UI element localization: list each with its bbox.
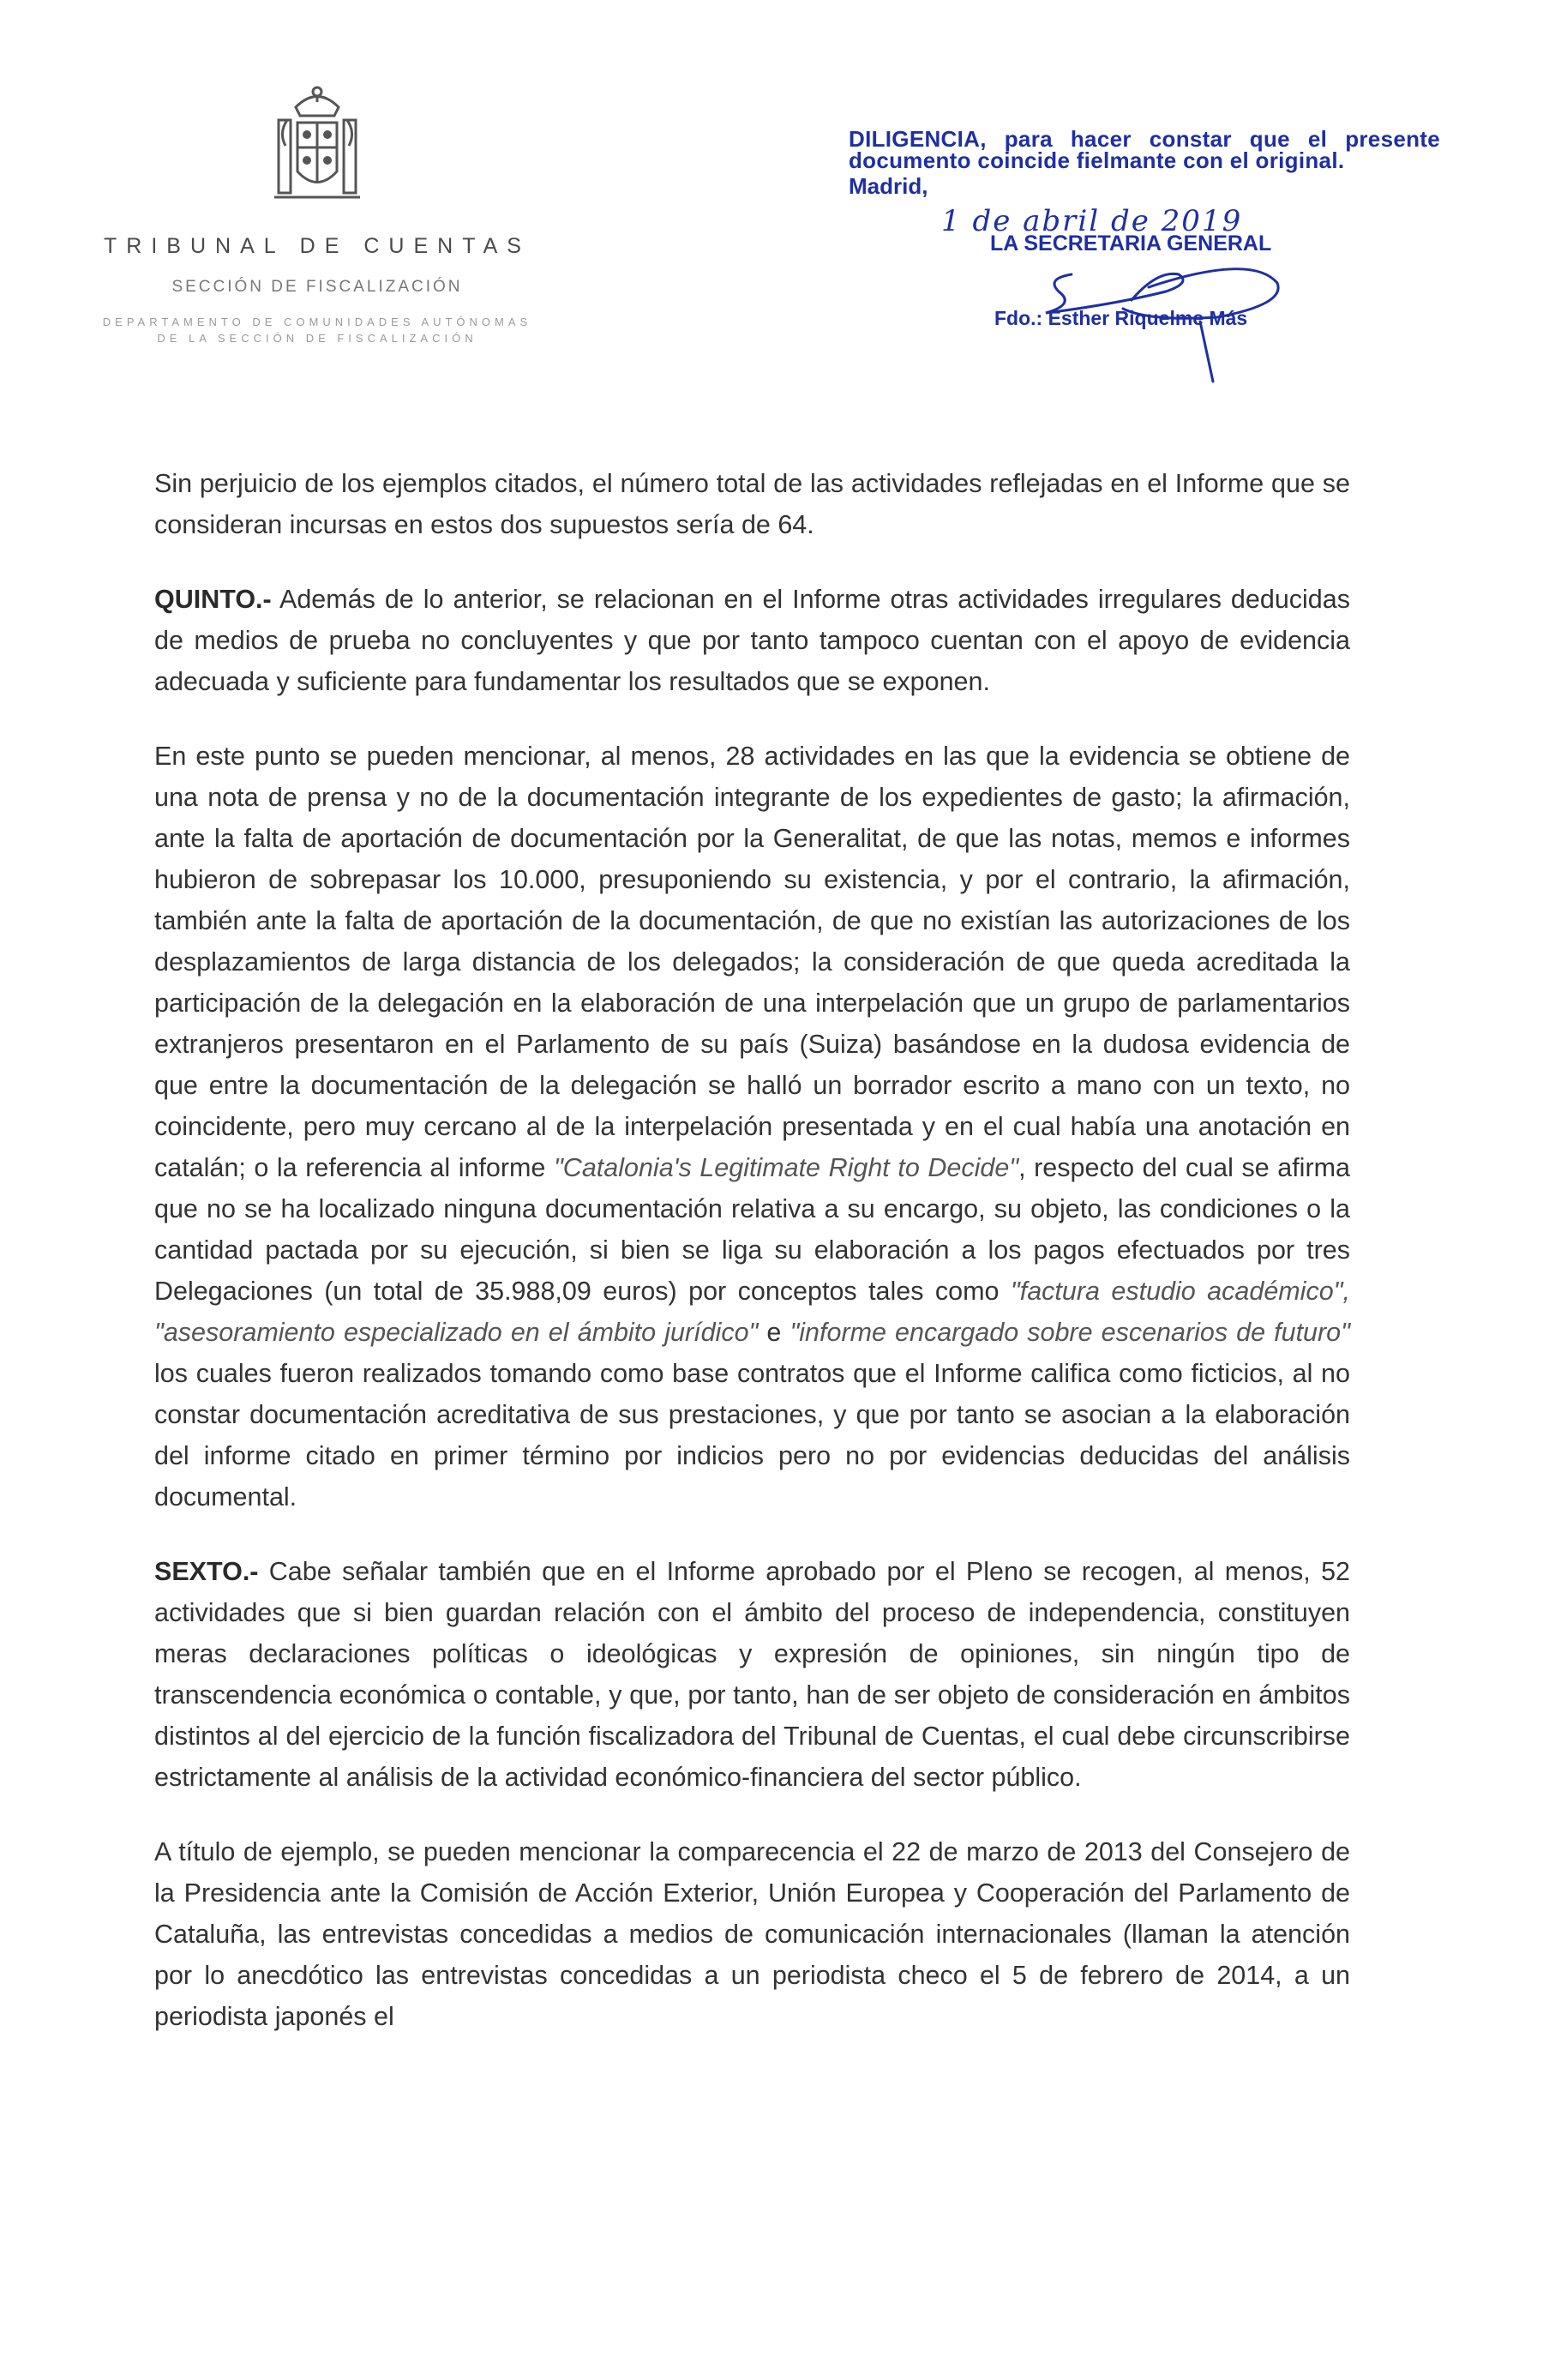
section-heading-sexto: SEXTO.- <box>154 1557 259 1586</box>
quoted-concept-future: "informe encargado sobre escenarios de futuro" <box>790 1318 1350 1347</box>
coat-of-arms-icon <box>261 81 373 210</box>
quoted-concepts: "factura estudio académico", "asesoramiento especializado en el ámbito jurídico" <box>154 1277 1350 1347</box>
organization-section: SECCIÓN DE FISCALIZACIÓN <box>171 278 463 296</box>
stamp-signer: Fdo.: Esther Riquelme Más <box>994 307 1248 329</box>
section-heading-quinto: QUINTO.- <box>154 585 272 614</box>
quoted-report-title: "Catalonia's Legitimate Right to Decide" <box>553 1153 1019 1182</box>
stamp-title: LA SECRETARIA GENERAL <box>990 231 1272 255</box>
document-body <box>154 463 1350 2070</box>
stamp-text: DILIGENCIA, para hacer constar que el presente documento coincide fielmante con el original. <box>849 126 1440 173</box>
organization-department: DEPARTAMENTO DE COMUNIDADES AUTÓNOMAS DE LA SECCIÓN DE FISCALIZACIÓN <box>102 316 532 345</box>
stamp-handwritten-date: 1 de abril de 2019 <box>941 204 1243 238</box>
paragraph-5: A título de ejemplo, se pueden mencionar la comparecencia el 22 de marzo de 2013 del Consejero de la Presidencia ante la Comisión de Acción Exterior, Unión Europea y Cooperación del Parlamento de Cataluña, las entrevistas concedidas a medios de comunicación internacionales (llaman la atención por lo anecdótico las entrevistas concedidas a un periodista checo el 5 de febrero de 2014, a un periodista japonés el <box>154 1837 1350 2031</box>
paragraph-sexto: SEXTO.- Cabe señalar también que en el Informe aprobado por el Pleno se recogen, al menos, 52 actividades que si bien guardan relación con el ámbito del proceso de independencia, constituyen meras declaraciones políticas o ideológicas y expresión de opiniones, sin ningún tipo de transcendencia económica o contable, y que, por tanto, han de ser objeto de consideración en ámbitos distintos al del ejercicio de la función fiscalizadora del Tribunal de Cuentas, el cual debe circunscribirse estrictamente al análisis de la actividad económico-financiera del sector público. <box>154 1557 1351 1792</box>
paragraph-1: Sin perjuicio de los ejemplos citados, el número total de las actividades reflejadas en el Informe que se consideran incursas en estos dos supuestos sería de 64. <box>154 469 1350 539</box>
letterhead <box>51 81 583 346</box>
stamp-place: Madrid, <box>849 173 928 199</box>
paragraph-quinto: QUINTO.- Además de lo anterior, se relacionan en el Informe otras actividades irregulares deducidas de medios de prueba no concluyentes y que por tanto tampoco cuentan con el apoyo de evidencia adecuada y suficiente para fundamentar los resultados que se exponen. <box>154 585 1350 696</box>
certification-stamp <box>849 126 1440 329</box>
paragraph-3: En este punto se pueden mencionar, al menos, 28 actividades en las que la evidencia se obtiene de una nota de prensa y no de la documentación integrante de los expedientes de gasto; la afirmación, ante la falta de aportación de documentación por la Generalitat, de que las notas, memos e informes hubieron de sobrepasar los 10.000, presuponiendo su existencia, y por el contrario, la afirmación, también ante la falta de aportación de la documentación, de que no existían las autorizaciones de los desplazamientos de larga distancia de los delegados; la consideración de que queda acreditada la participación de la delegación en la elaboración de una interpelación que un grupo de parlamentarios extranjeros presentaron en el Parlamento de su país (Suiza) basándose en la dudosa evidencia de que entre la documentación de la delegación se halló un borrador escrito a mano con un texto, no coincidente, pero muy cercano al de la interpelación presentada y en el cual había una anotación en catalán; o la referencia al informe "Catalonia's Legitimate Right to Decide", respecto del cual se afirma que no se ha localizado ninguna documentación relativa a su encargo, su objeto, las condiciones o la cantidad pactada por su ejecución, si bien se liga su elaboración a los pagos efectuados por tres Delegaciones (un total de 35.988,09 euros) por conceptos tales como "factura estudio académico", "asesoramiento especializado en el ámbito jurídico" e "informe encargado sobre escenarios de futuro" los cuales fueron realizados tomando como base contratos que el Informe califica como ficticios, al no constar documentación acreditativa de sus prestaciones, y que por tanto se asocian a la elaboración del informe citado en primer término por indicios pero no por evidencias deducidas del análisis documental. <box>154 742 1350 1512</box>
organization-name: TRIBUNAL DE CUENTAS <box>104 234 531 258</box>
